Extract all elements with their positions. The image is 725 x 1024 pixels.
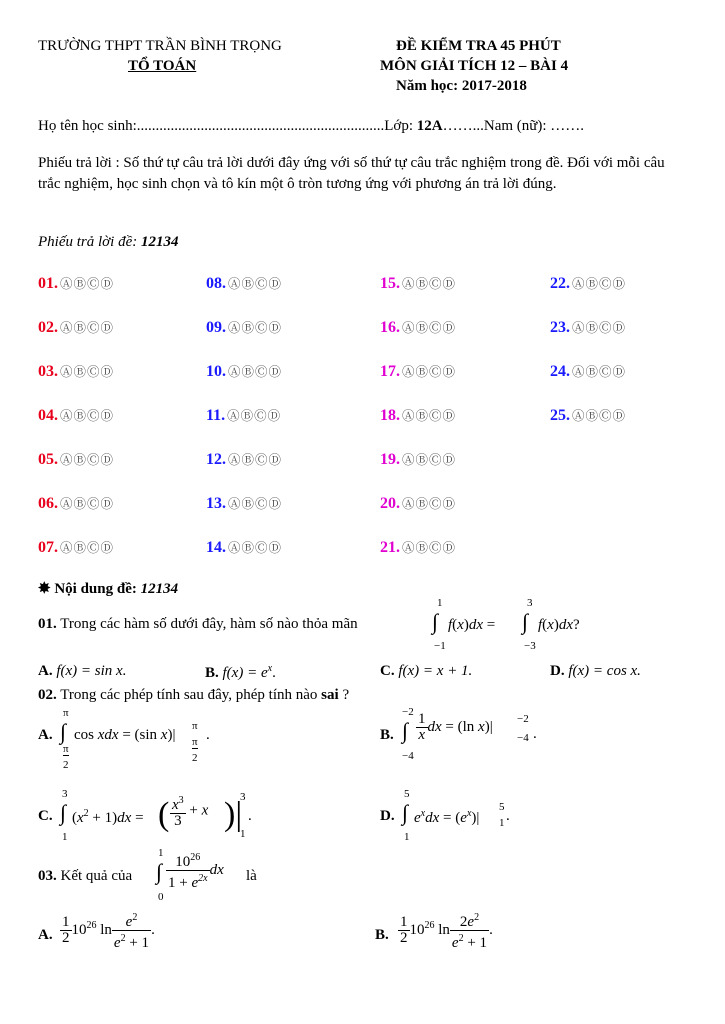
answer-row [206, 494, 282, 513]
answer-bubbles[interactable]: ⒶⒷⒸⒹ [228, 320, 283, 335]
class-label: Lớp: [384, 118, 417, 134]
answer-row [550, 318, 626, 337]
q03-option-b[interactable]: B. [375, 927, 389, 943]
answer-bubbles[interactable]: ⒶⒷⒸⒹ [572, 408, 627, 423]
answer-number: 12. [206, 451, 226, 468]
q03-option-a[interactable]: A. [38, 927, 53, 943]
answer-bubbles[interactable]: ⒶⒷⒸⒹ [60, 540, 115, 555]
answer-bubbles[interactable]: ⒶⒷⒸⒹ [228, 496, 283, 511]
q03-a-formula: $\frac{1}{2}$ $10^{26}$ ln $\frac{e^2}{e^2 + 1}$ . [62, 912, 155, 951]
answer-number: 01. [38, 275, 58, 292]
answer-row [38, 318, 114, 337]
answer-number: 13. [206, 495, 226, 512]
answer-number: 10. [206, 363, 226, 380]
answer-sheet-label: Phiếu trả lời đề: 12134 [38, 234, 179, 250]
answer-number: 09. [206, 319, 226, 336]
q02-a-formula: π ∫ π 2 cos xdx = (sin x)| π π 2 . [60, 707, 210, 771]
answer-number: 04. [38, 407, 58, 424]
answer-row [206, 274, 282, 293]
answer-bubbles[interactable]: ⒶⒷⒸⒹ [60, 364, 115, 379]
answer-number: 20. [380, 495, 400, 512]
answer-number: 21. [380, 539, 400, 556]
school-year: Năm học: 2017-2018 [396, 78, 527, 94]
answer-number: 07. [38, 539, 58, 556]
answer-row [550, 274, 626, 293]
answer-number: 23. [550, 319, 570, 336]
q02-option-b[interactable]: B. [380, 727, 394, 743]
question-02: 02. Trong các phép tính sau đây, phép tính nào sai ? [38, 687, 350, 703]
q02-option-a[interactable]: A. [38, 727, 53, 743]
answer-bubbles[interactable]: ⒶⒷⒸⒹ [572, 320, 627, 335]
answer-bubbles[interactable]: ⒶⒷⒸⒹ [402, 496, 457, 511]
answer-number: 19. [380, 451, 400, 468]
answer-bubbles[interactable]: ⒶⒷⒸⒹ [402, 320, 457, 335]
q01-option-c[interactable]: C. f(x) = x + 1. [380, 663, 473, 679]
q01-option-b[interactable]: B. $f(x) = e^x$. [205, 663, 276, 681]
answer-row [38, 450, 114, 469]
answer-number: 15. [380, 275, 400, 292]
answer-bubbles[interactable]: ⒶⒷⒸⒹ [402, 540, 457, 555]
q01-option-a[interactable]: A. f(x) = sin x. [38, 663, 127, 679]
q02-d-formula: 5 ∫ 1 $e^xdx = (e^x)|$ 5 1 . [402, 788, 510, 843]
answer-bubbles[interactable]: ⒶⒷⒸⒹ [60, 496, 115, 511]
answer-row [380, 318, 456, 337]
q01-option-d[interactable]: D. f(x) = cos x. [550, 663, 641, 679]
answer-row [206, 362, 282, 381]
answer-bubbles[interactable]: ⒶⒷⒸⒹ [60, 276, 115, 291]
answer-number: 08. [206, 275, 226, 292]
answer-row [38, 362, 114, 381]
answer-row [380, 494, 456, 513]
answer-bubbles[interactable]: ⒶⒷⒸⒹ [402, 408, 457, 423]
answer-bubbles[interactable]: ⒶⒷⒸⒹ [60, 320, 115, 335]
subject-title: MÔN GIẢI TÍCH 12 – BÀI 4 [380, 58, 569, 74]
answer-bubbles[interactable]: ⒶⒷⒸⒹ [227, 408, 282, 423]
content-heading: ✸ Nội dung đề: 12134 [38, 581, 179, 597]
class-value: 12A [416, 118, 443, 134]
question-01-text: Trong các hàm số dưới đây, hàm số nào thỏa mãn [60, 616, 358, 632]
answer-row [206, 406, 281, 425]
q02-c-formula: 3 ∫ 1 $(x^2 + 1)dx$ = ( $\frac{x^3}{3}$ + x )| 3 1 . [60, 788, 252, 843]
answer-bubbles[interactable]: ⒶⒷⒸⒹ [572, 276, 627, 291]
class-dots: ……... [442, 118, 484, 134]
answer-row [550, 362, 626, 381]
name-label: Họ tên học sinh: [38, 118, 137, 134]
answer-bubbles[interactable]: ⒶⒷⒸⒹ [572, 364, 627, 379]
answer-row [206, 450, 282, 469]
question-01: 01. Trong các hàm số dưới đây, hàm số nào thỏa mãn [38, 616, 358, 632]
answer-row [206, 318, 282, 337]
star-icon: ✸ [38, 581, 51, 597]
answer-number: 03. [38, 363, 58, 380]
q03-b-formula: $\frac{1}{2}$ $10^{26}$ ln $\frac{2e^2}{e^2 + 1}$ . [400, 912, 493, 951]
gender-label[interactable]: Nam (nữ): ……. [483, 118, 585, 134]
answer-number: 18. [380, 407, 400, 424]
answer-number: 17. [380, 363, 400, 380]
answer-bubbles[interactable]: ⒶⒷⒸⒹ [228, 540, 283, 555]
answer-row [380, 406, 456, 425]
answer-row [38, 406, 114, 425]
content-code: 12134 [140, 581, 179, 597]
answer-number: 16. [380, 319, 400, 336]
name-field[interactable]: .................................................................. [136, 118, 385, 134]
answer-row [380, 538, 456, 557]
question-03: 03. Kết quả của [38, 868, 133, 884]
answer-number: 02. [38, 319, 58, 336]
answer-row [38, 274, 114, 293]
q02-b-formula: −2 ∫ −4 $\frac{1}{x}$ dx = (ln x)| −2 −4 . [402, 706, 537, 762]
answer-number: 14. [206, 539, 226, 556]
instructions-paragraph: Phiếu trả lời : Số thứ tự câu trả lời dưới đây ứng với số thứ tự câu trắc nghiệm trong đề. Đối với mỗi câu trắc nghiệm, học sinh chọn và tô kín một ô tròn tương ứng với phương án trả lời đúng. [38, 155, 665, 192]
q02-option-c[interactable]: C. [38, 808, 53, 824]
answer-number: 06. [38, 495, 58, 512]
answer-bubbles[interactable]: ⒶⒷⒸⒹ [228, 364, 283, 379]
answer-number: 24. [550, 363, 570, 380]
answer-row [206, 538, 282, 557]
answer-bubbles[interactable]: ⒶⒷⒸⒹ [402, 452, 457, 467]
answer-bubbles[interactable]: ⒶⒷⒸⒹ [60, 452, 115, 467]
answer-bubbles[interactable]: ⒶⒷⒸⒹ [60, 408, 115, 423]
q03-integral: 1 ∫ 0 $\frac{10^{26}}{1 + e^{2x}}$ dx [156, 847, 224, 903]
q02-option-d[interactable]: D. [380, 808, 395, 824]
department-name: TỔ TOÁN [128, 58, 197, 74]
answer-number: 11. [206, 407, 226, 424]
answer-row [38, 538, 114, 557]
answer-bubbles[interactable]: ⒶⒷⒸⒹ [402, 364, 457, 379]
answer-bubbles[interactable]: ⒶⒷⒸⒹ [228, 276, 283, 291]
student-info-line [38, 118, 584, 135]
exam-title: ĐỀ KIỂM TRA 45 PHÚT [396, 38, 561, 54]
answer-bubbles[interactable]: ⒶⒷⒸⒹ [402, 276, 457, 291]
answer-number: 05. [38, 451, 58, 468]
answer-sheet-code: 12134 [141, 234, 179, 250]
q03-end: là [246, 868, 257, 884]
answer-row [380, 362, 456, 381]
answer-row [550, 406, 626, 425]
school-name: TRƯỜNG THPT TRẦN BÌNH TRỌNG [38, 38, 282, 54]
answer-row [380, 450, 456, 469]
answer-row [380, 274, 456, 293]
answer-number: 25. [550, 407, 570, 424]
answer-row [38, 494, 114, 513]
answer-bubbles[interactable]: ⒶⒷⒸⒹ [228, 452, 283, 467]
answer-number: 22. [550, 275, 570, 292]
